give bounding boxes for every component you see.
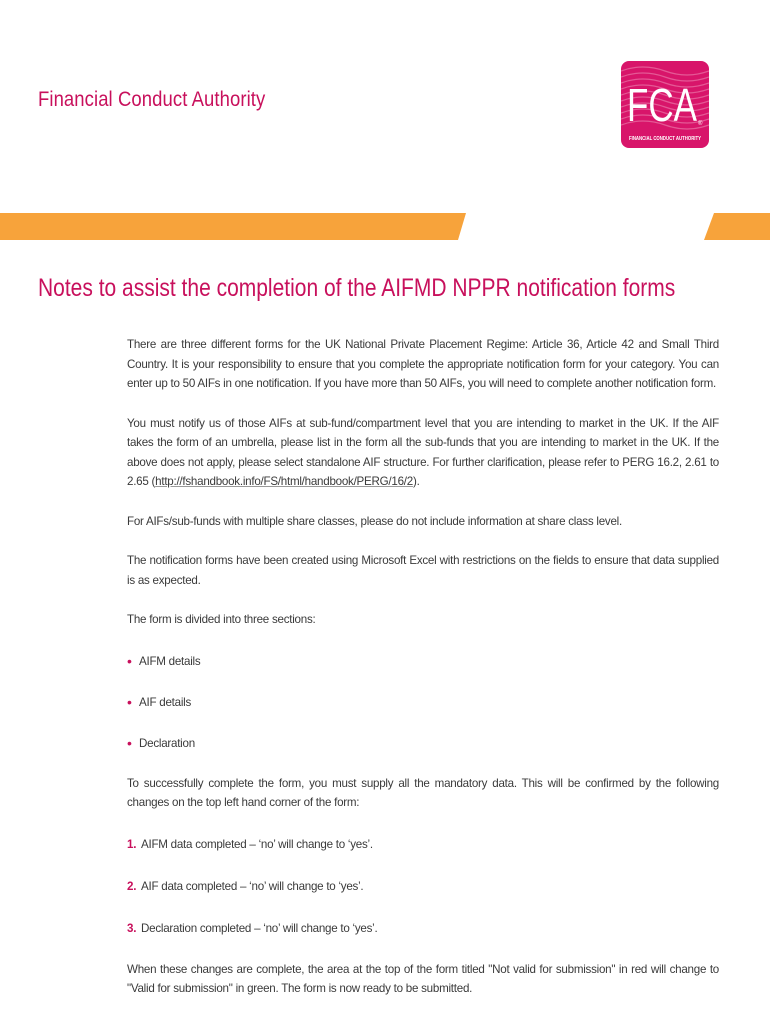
list-item [127, 693, 719, 712]
step-number: 2. [127, 879, 137, 893]
logo-registered: ® [698, 121, 703, 127]
subfund-text-end: ). [412, 475, 420, 488]
list-item [127, 919, 719, 938]
fca-logo [621, 61, 709, 148]
logo-caption: FINANCIAL CONDUCT AUTHORITY [629, 136, 702, 142]
subfund-paragraph [127, 414, 719, 492]
page-title: Notes to assist the completion of the AIFMD NPPR notification forms [38, 274, 676, 302]
sections-intro: The form is divided into three sections: [127, 613, 316, 626]
list-item [127, 734, 719, 753]
completion-paragraph: When these changes are complete, the area at the top of the form titled "Not valid for submission" in red will change to "Valid for submission" in green. The form is now ready to be submitted. [127, 962, 719, 995]
step-text: AIF data completed – ‘no’ will change to ‘yes’. [141, 879, 364, 893]
bullet-icon: • [127, 735, 132, 751]
orange-band [0, 213, 770, 240]
excel-paragraph: The notification forms have been created using Microsoft Excel with restrictions on the fields to ensure that data supplied is as expected. [127, 554, 719, 587]
intro-paragraph: There are three different forms for the UK National Private Placement Regime: Article 36, Article 42 and Small Third Country. It is your responsibility to ensure that you complete the appropriate notification form for your category. You can enter up to 50 AIFs in one notification. If you have more than 50 AIFs, you will need to complete another notification form. [127, 338, 719, 390]
mandatory-paragraph: To successfully complete the form, you must supply all the mandatory data. This will be confirmed by the following changes on the top left hand corner of the form: [127, 776, 719, 809]
section-label: AIFM details [139, 654, 201, 668]
share-class-paragraph: For AIFs/sub-funds with multiple share classes, please do not include information at share class level. [127, 514, 622, 528]
list-item [127, 835, 719, 854]
perg-handbook-link[interactable]: http://fshandbook.info/FS/html/handbook/PERG/16/2 [155, 475, 413, 488]
logo-letters: FCA [627, 79, 698, 131]
org-name: Financial Conduct Authority [38, 88, 266, 111]
step-text: Declaration completed – ‘no’ will change to ‘yes’. [141, 921, 378, 935]
section-label: Declaration [139, 736, 195, 750]
step-number: 3. [127, 921, 137, 935]
list-item [127, 652, 719, 671]
subfund-text: You must notify us of those AIFs at sub-fund/compartment level that you are intending to market in the UK. If the AIF takes the form of an umbrella, please list in the form all the sub-funds that you are intending to market in the UK. If the above does not apply, please select standalone AIF structure. For further clarification, please refer to PERG 16.2, 2.61 to 2.65 ( [127, 416, 719, 488]
document-body [127, 335, 719, 999]
step-text: AIFM data completed – ‘no’ will change to ‘yes’. [141, 837, 373, 851]
bullet-icon: • [127, 653, 132, 669]
list-item [127, 877, 719, 896]
bullet-icon: • [127, 694, 132, 710]
section-label: AIF details [139, 695, 192, 709]
step-number: 1. [127, 837, 137, 851]
